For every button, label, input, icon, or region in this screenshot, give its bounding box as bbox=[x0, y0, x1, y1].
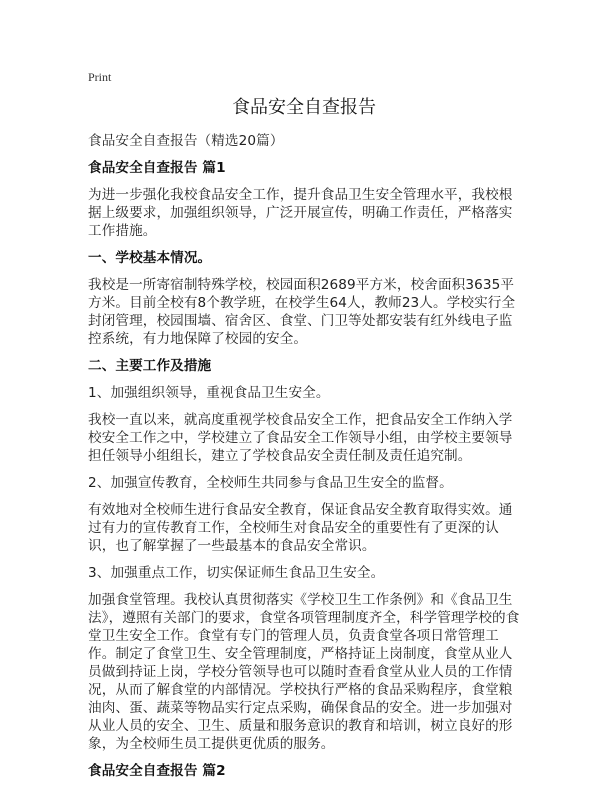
print-label: Print bbox=[88, 70, 112, 84]
paragraph: 为进一步强化我校食品安全工作，提升食品卫生安全管理水平，我校根据上级要求，加强组织领导，广泛开展宣传，明确工作责任，严格落实工作措施。 bbox=[88, 187, 513, 239]
paragraph: 加强食堂管理。我校认真贯彻落实《学校卫生工作条例》和《食品卫生法》，遵照有关部门的要求，食堂各项管理制度齐全，科学管理学校的食堂卫生安全工作。食堂有专门的管理人员，负责食堂各项日常管理工作。制定了食堂卫生、安全管理制度，严格持证上岗制度，食堂从业人员做到持证上岗，学校分管领导也可以随时查看食堂从业人员的工作情况，从而了解食堂的内部情况。学校执行严格的食品采购程序，食堂粮油肉、蛋、蔬菜等物品实行定点采购，确保食品的安全。进一步加强对从业人员的安全、卫生、质量和服务意识的教育和培训，树立良好的形象，为全校师生员工提供更优质的服务。 bbox=[88, 592, 520, 752]
paragraph: 我校是一所寄宿制特殊学校，校园面积2689平方米，校舍面积3635平方米。目前全校有8个教学班，在校学生64人，教师23人。学校实行全封闭管理，校园围墙、宿舍区、食堂、门卫等处都安装有红外线电子监控系统，有力地保障了校园的安全。 bbox=[88, 277, 516, 347]
section-heading: 一、学校基本情况。 bbox=[88, 250, 212, 266]
paragraph: 1、加强组织领导，重视食品卫生安全。 bbox=[88, 385, 330, 401]
document-page bbox=[88, 70, 520, 789]
paragraph: 有效地对全校师生进行食品安全教育，保证食品安全教育取得实效。通过有力的宣传教育工作，全校师生对食品安全的重要性有了更深的认识，也了解掌握了一些最基本的食品安全常识。 bbox=[88, 502, 513, 554]
document-body bbox=[88, 159, 520, 780]
section-heading: 食品安全自查报告 篇2 bbox=[88, 763, 226, 779]
document-subtitle: 食品安全自查报告（精选20篇） bbox=[88, 133, 284, 149]
paragraph: 3、加强重点工作，切实保证师生食品卫生安全。 bbox=[88, 565, 385, 581]
paragraph: 2、加强宣传教育，全校师生共同参与食品卫生安全的监督。 bbox=[88, 475, 453, 491]
paragraph: 我校一直以来，就高度重视学校食品安全工作，把食品安全工作纳入学校安全工作之中，学校建立了食品安全工作领导小组，由学校主要领导担任领导小组组长，建立了学校食品安全责任制及责任追究制。 bbox=[88, 412, 513, 464]
section-heading: 食品安全自查报告 篇1 bbox=[88, 160, 226, 176]
section-heading: 二、主要工作及措施 bbox=[88, 358, 212, 374]
document-title: 食品安全自查报告 bbox=[232, 97, 376, 118]
